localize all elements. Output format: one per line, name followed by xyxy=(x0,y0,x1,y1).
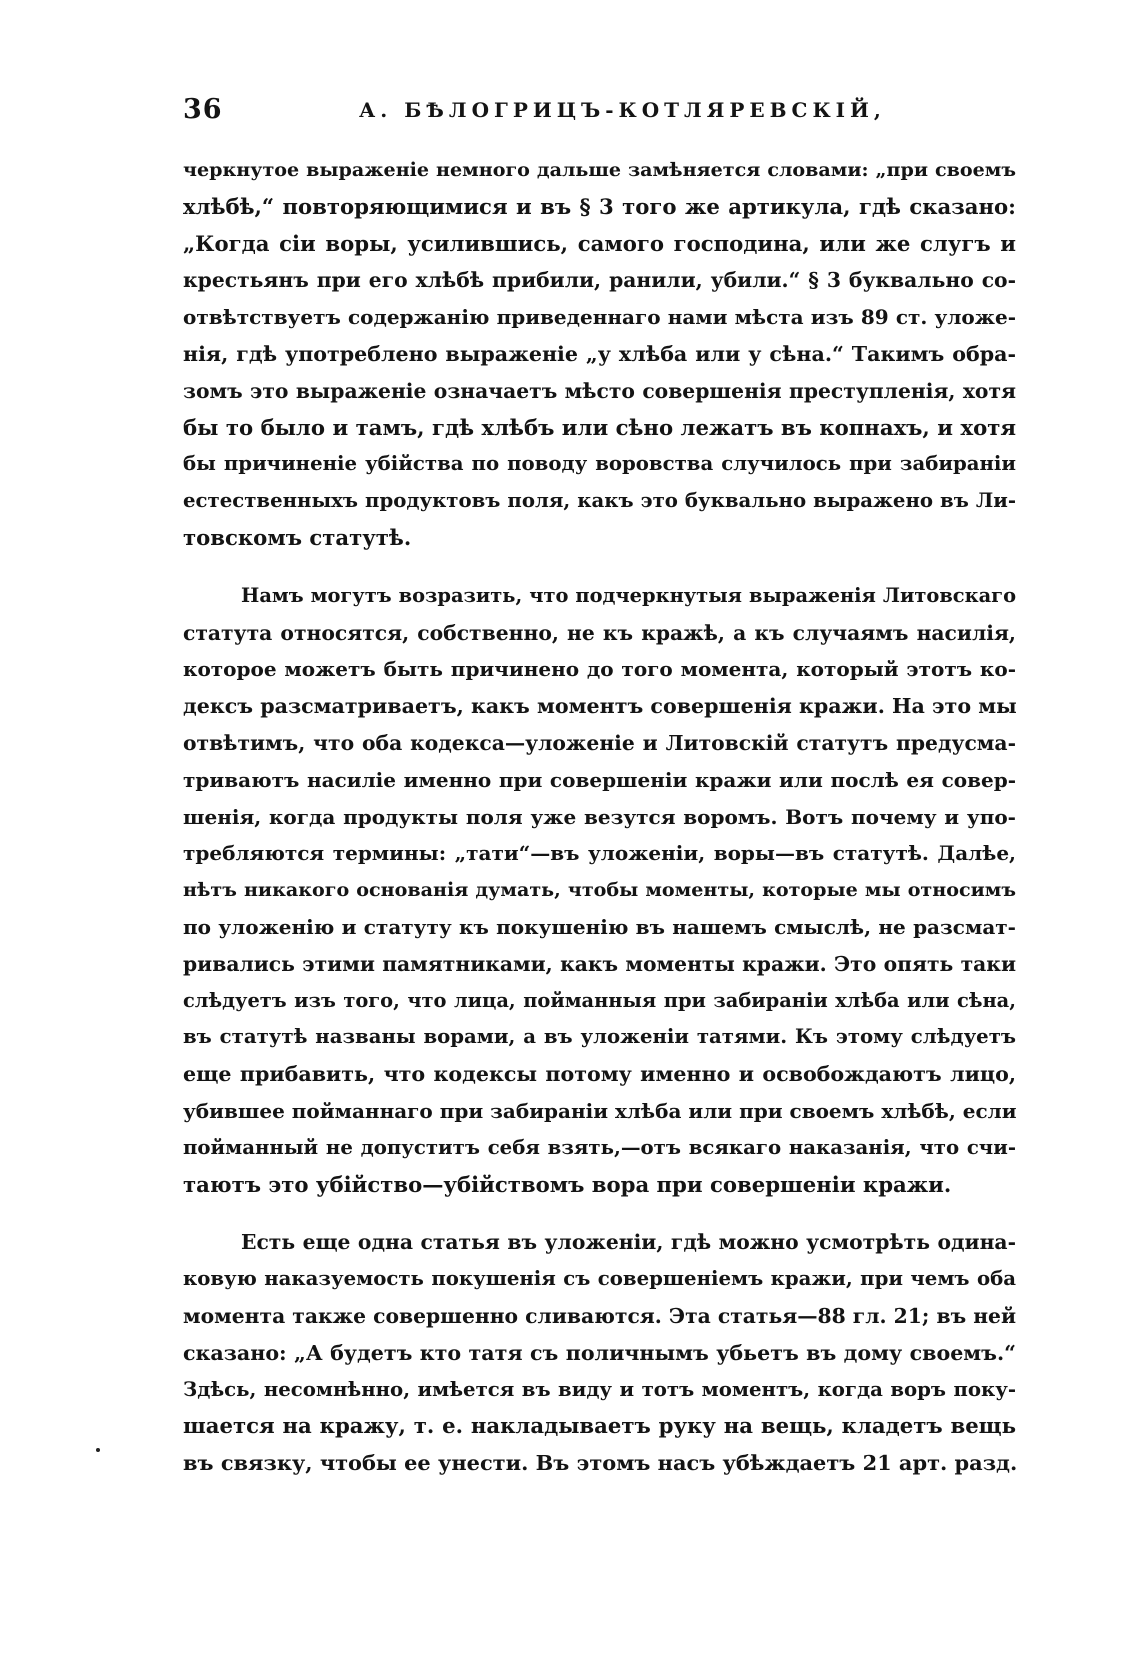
text-line: Здѣсь, несомнѣнно, имѣется въ виду и тотъ моментъ, когда воръ поку- xyxy=(183,1377,1016,1401)
text-line: нѣтъ никакого основанія думать, чтобы моменты, которые мы относимъ xyxy=(183,878,1016,902)
text-line: естественныхъ продуктовъ поля, какъ это буквально выражено въ Ли- xyxy=(183,489,1016,513)
text-line: „Когда сіи воры, усилившись, самого господина, или же слугъ и xyxy=(183,230,1016,256)
text-line: еще прибавить, что кодексы потому именно и освобождаютъ лицо, xyxy=(183,1062,1016,1087)
text-line: зомъ это выраженіе означаетъ мѣсто совершенія преступленія, хотя xyxy=(183,378,1016,403)
paragraph-3 xyxy=(183,1224,1016,1482)
page-number: 36 xyxy=(183,94,223,125)
text-line: по уложенію и статуту къ покушенію въ нашемъ смыслѣ, не разсмат- xyxy=(183,914,1016,939)
text-line: товскомъ статутѣ. xyxy=(183,524,412,550)
page-header xyxy=(183,94,1013,134)
text-line: крестьянъ при его хлѣбѣ прибили, ранили, убили.“ § 3 буквально со- xyxy=(183,268,1016,293)
text-line: черкнутое выраженіе немного дальше замѣняется словами: „при своемъ xyxy=(183,158,1016,181)
text-line: статута относятся, собственно, не къ кражѣ, а къ случаямъ насилія, xyxy=(183,620,1016,645)
text-line: бы причиненіе убійства по поводу воровства случилось при забираніи xyxy=(183,452,1016,476)
text-line: слѣдуетъ изъ того, что лица, пойманныя при забираніи хлѣба или сѣна, xyxy=(183,988,1016,1012)
text-line: ковую наказуемость покушенія съ совершеніемъ кражи, при чемъ оба xyxy=(183,1267,1016,1291)
text-line: дексъ разсматриваетъ, какъ моментъ совершенія кражи. На это мы xyxy=(183,694,1017,719)
text-line: ривались этими памятниками, какъ моменты кражи. Это опять таки xyxy=(183,951,1016,976)
text-line: въ статутѣ названы ворами, а въ уложеніи татями. Къ этому слѣдуетъ xyxy=(183,1025,1016,1049)
text-line: требляются термины: „тати“—въ уложеніи, воры—въ статутѣ. Далѣе, xyxy=(183,841,1016,866)
scan-speck xyxy=(96,1448,100,1452)
text-line: убившее пойманнаго при забираніи хлѣба или при своемъ хлѣбѣ, если xyxy=(183,1098,1017,1123)
paragraph-1 xyxy=(183,152,1016,557)
paragraph-2 xyxy=(183,578,1016,1204)
text-line: Намъ могутъ возразить, что подчеркнутыя выраженія Литовскаго xyxy=(241,583,1016,607)
text-line: въ связку, чтобы ее унести. Въ этомъ насъ убѣждаетъ 21 арт. разд. xyxy=(183,1450,1018,1476)
text-line: триваютъ насиліе именно при совершеніи кражи или послѣ ея совер- xyxy=(183,767,1016,792)
text-line: которое можетъ быть причинено до того момента, который этотъ ко- xyxy=(183,657,1016,682)
text-line: хлѣбѣ,“ повторяющимися и въ § 3 того же артикула, гдѣ сказано: xyxy=(183,193,1016,219)
text-line: бы то было и тамъ, гдѣ хлѣбъ или сѣно лежатъ въ копнахъ, и хотя xyxy=(183,414,1016,440)
text-line: сказано: „А будетъ кто татя съ поличнымъ убьетъ въ дому своемъ.“ xyxy=(183,1340,1016,1365)
text-line: Есть еще одна статья въ уложеніи, гдѣ можно усмотрѣть одина- xyxy=(241,1230,1016,1255)
text-line: отвѣтимъ, что оба кодекса—уложеніе и Литовскій статутъ предусма- xyxy=(183,730,1016,755)
running-head: А. БѢЛОГРИЦЪ-КОТЛЯРЕВСКІЙ, xyxy=(359,98,886,122)
text-line: таютъ это убійство—убійствомъ вора при совершеніи кражи. xyxy=(183,1171,952,1197)
text-line: момента также совершенно сливаются. Эта статья—88 гл. 21; въ ней xyxy=(183,1303,1016,1328)
text-line: пойманный не допуститъ себя взять,—отъ всякаго наказанія, что счи- xyxy=(183,1135,1016,1159)
text-line: нія, гдѣ употреблено выраженіе „у хлѣба или у сѣна.“ Такимъ обра- xyxy=(183,341,1016,366)
text-line: шается на кражу, т. е. накладываетъ руку на вещь, кладетъ вещь xyxy=(183,1413,1016,1439)
body-text xyxy=(183,152,1016,1503)
text-line: отвѣтствуетъ содержанію приведеннаго нами мѣста изъ 89 ст. уложе- xyxy=(183,305,1016,330)
text-line: шенія, когда продукты поля уже везутся воромъ. Вотъ почему и упо- xyxy=(183,804,1016,829)
